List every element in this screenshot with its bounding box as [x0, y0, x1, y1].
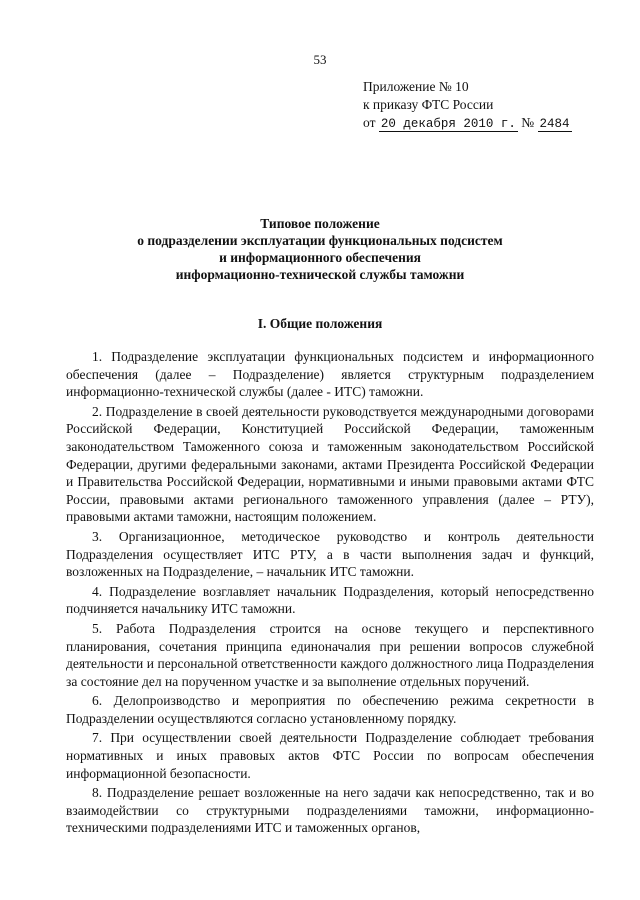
title-line: Типовое положение	[260, 216, 380, 231]
page-number: 53	[313, 52, 327, 67]
order-number-sign: №	[521, 115, 535, 130]
section-heading: I. Общие положения	[257, 316, 383, 331]
title-line: и информационного обеспечения	[219, 250, 421, 265]
paragraph-1: 1. Подразделение эксплуатации функциональных подсистем и информационного обеспечения (далее – Подразделение) является структурным подразделением информационно-технической службы (далее - ИТС) таможни.	[66, 349, 594, 400]
order-number: 2484	[539, 117, 570, 131]
paragraph-4: 4. Подразделение возглавляет начальник Подразделения, который непосредственно подчиняется начальнику ИТС таможни.	[66, 583, 594, 617]
paragraph-3: 3. Организационное, методическое руководство и контроль деятельности Подразделения осуществляет ИТС РТУ, а в части выполнения задач и функций, возложенных на Подразделение, – начальник ИТС таможни.	[66, 528, 594, 580]
document-title	[60, 215, 580, 283]
title-line: о подразделении эксплуатации функциональных подсистем	[137, 233, 503, 248]
title-line: информационно-технической службы таможни	[175, 267, 465, 282]
order-prefix: от	[363, 115, 376, 130]
appendix-label: Приложение № 10	[363, 79, 469, 94]
order-date: 20 декабря 2010 г.	[380, 117, 516, 131]
appendix-order-line	[363, 114, 572, 133]
paragraph-7: 7. При осуществлении своей деятельности Подразделение соблюдает требования нормативных и иных правовых актов ФТС России по вопросам обеспечения информационной безопасности.	[66, 730, 594, 781]
paragraph-2: 2. Подразделение в своей деятельности руководствуется международными договорами Российской Федерации, Конституцией Российской Федерации, таможенным законодательством Таможенного союза и таможенным законодательством Российской Федерации, другими федеральными законами, актами Президента Российской Федерации и Правительства Российской Федерации, нормативными и иными правовыми актами ФТС России, правовыми актами регионального таможенного управления (далее – РТУ), правовыми актами таможни, настоящим положением.	[66, 403, 594, 525]
appendix-order-ref: к приказу ФТС России	[363, 97, 494, 112]
document-body	[66, 348, 594, 839]
appendix-header	[363, 78, 572, 133]
paragraph-6: 6. Делопроизводство и мероприятия по обеспечению режима секретности в Подразделении осуществляются согласно установленному порядку.	[66, 693, 594, 726]
paragraph-8: 8. Подразделение решает возложенные на него задачи как непосредственно, так и во взаимодействии со структурными подразделениями таможни, информационно-техническими подразделениями ИТС и таможенных органов,	[66, 785, 594, 836]
paragraph-5: 5. Работа Подразделения строится на основе текущего и перспективного планирования, сочетания принципа единоначалия при решении вопросов служебной деятельности и персональной ответственности каждого должностного лица Подразделения за состояние дел на порученном участке и за выполнение отдельных поручений.	[66, 620, 594, 689]
